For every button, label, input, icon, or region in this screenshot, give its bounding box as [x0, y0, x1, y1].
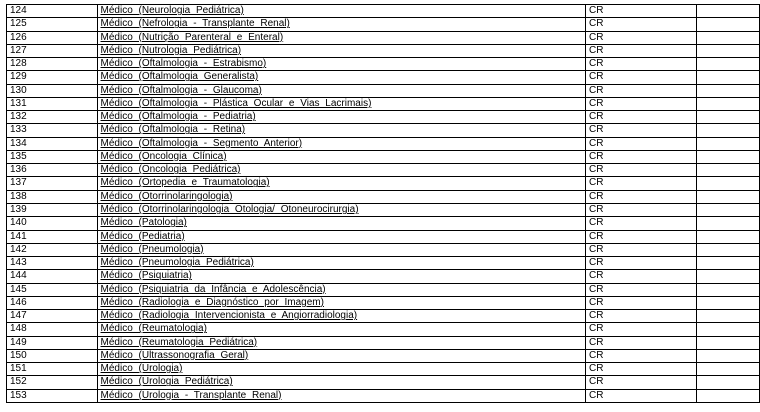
row-number-cell [7, 84, 98, 97]
position-description-text: Médico (Pneumologia) [100, 243, 204, 255]
requirement-cell [586, 389, 697, 402]
position-description-text: Médico (Psiquiatria da Infância e Adolescência) [100, 283, 326, 295]
row-number-cell [7, 31, 98, 44]
requirement-cell [586, 18, 697, 31]
requirement-text: CR [589, 111, 604, 123]
requirement-text: CR [589, 270, 604, 282]
row-number-cell [7, 349, 98, 362]
table-row [7, 349, 760, 362]
position-description-cell [97, 111, 586, 124]
position-description-cell [97, 363, 586, 376]
position-description-cell [97, 84, 586, 97]
position-description-text: Médico (Urologia) [100, 363, 183, 375]
row-number-cell [7, 217, 98, 230]
requirement-cell [586, 31, 697, 44]
position-description-cell [97, 310, 586, 323]
position-description-cell [97, 257, 586, 270]
empty-cell [697, 217, 760, 230]
table-row [7, 58, 760, 71]
row-number-cell [7, 230, 98, 243]
requirement-cell [586, 150, 697, 163]
row-number-cell [7, 323, 98, 336]
position-description-text: Médico (Patologia) [100, 217, 187, 229]
row-number-text: 153 [10, 389, 27, 401]
empty-cell [697, 97, 760, 110]
position-description-cell [97, 389, 586, 402]
row-number-text: 150 [10, 349, 27, 361]
requirement-text: CR [589, 230, 604, 242]
empty-cell [697, 363, 760, 376]
table-row [7, 283, 760, 296]
requirement-text: CR [589, 84, 604, 96]
empty-cell [697, 137, 760, 150]
position-description-text: Médico (Oftalmologia - Plástica Ocular e Vias Lacrimais) [100, 97, 372, 109]
empty-cell [697, 257, 760, 270]
row-number-cell [7, 18, 98, 31]
position-description-cell [97, 71, 586, 84]
requirement-cell [586, 363, 697, 376]
requirement-cell [586, 323, 697, 336]
empty-cell [697, 164, 760, 177]
row-number-cell [7, 203, 98, 216]
requirement-text: CR [589, 243, 604, 255]
requirement-cell [586, 164, 697, 177]
row-number-cell [7, 58, 98, 71]
row-number-cell [7, 257, 98, 270]
requirement-text: CR [589, 190, 604, 202]
position-description-text: Médico (Oftalmologia - Segmento Anterior) [100, 137, 303, 149]
position-description-text: Médico (Oncologia Pediátrica) [100, 164, 241, 176]
requirement-cell [586, 58, 697, 71]
position-description-text: Médico (Reumatologia) [100, 323, 207, 335]
row-number-cell [7, 376, 98, 389]
table-row [7, 310, 760, 323]
row-number-text: 125 [10, 18, 27, 30]
row-number-text: 126 [10, 31, 27, 43]
position-description-text: Médico (Oncologia Clínica) [100, 150, 227, 162]
empty-cell [697, 150, 760, 163]
requirement-cell [586, 44, 697, 57]
position-description-text: Médico (Nutrição Parenteral e Enteral) [100, 31, 284, 43]
requirement-cell [586, 5, 697, 18]
requirement-text: CR [589, 177, 604, 189]
requirement-text: CR [589, 5, 604, 16]
position-description-text: Médico (Radiologia e Diagnóstico por Imagem) [100, 296, 324, 308]
positions-table-body [7, 5, 760, 403]
row-number-text: 149 [10, 336, 27, 348]
requirement-cell [586, 296, 697, 309]
position-description-cell [97, 164, 586, 177]
table-row [7, 18, 760, 31]
requirement-cell [586, 124, 697, 137]
requirement-text: CR [589, 296, 604, 308]
empty-cell [697, 336, 760, 349]
requirement-text: CR [589, 217, 604, 229]
requirement-text: CR [589, 349, 604, 361]
row-number-text: 128 [10, 58, 27, 70]
row-number-text: 132 [10, 111, 27, 123]
row-number-text: 146 [10, 296, 27, 308]
position-description-cell [97, 58, 586, 71]
row-number-text: 135 [10, 150, 27, 162]
row-number-cell [7, 44, 98, 57]
row-number-cell [7, 124, 98, 137]
row-number-text: 129 [10, 71, 27, 83]
requirement-text: CR [589, 164, 604, 176]
row-number-text: 141 [10, 230, 27, 242]
row-number-text: 139 [10, 203, 27, 215]
requirement-cell [586, 217, 697, 230]
row-number-cell [7, 111, 98, 124]
table-row [7, 137, 760, 150]
row-number-cell [7, 310, 98, 323]
position-description-cell [97, 190, 586, 203]
table-row [7, 296, 760, 309]
requirement-cell [586, 97, 697, 110]
table-row [7, 217, 760, 230]
empty-cell [697, 5, 760, 18]
table-row [7, 376, 760, 389]
position-description-cell [97, 18, 586, 31]
row-number-cell [7, 389, 98, 402]
position-description-cell [97, 203, 586, 216]
requirement-cell [586, 84, 697, 97]
requirement-cell [586, 177, 697, 190]
table-row [7, 190, 760, 203]
position-description-text: Médico (Pneumologia Pediátrica) [100, 257, 254, 269]
position-description-text: Médico (Neurologia Pediátrica) [100, 5, 244, 16]
position-description-text: Médico (Otorrinolaringologia Otologia/ Otoneurocirurgia) [100, 203, 359, 215]
row-number-text: 148 [10, 323, 27, 335]
requirement-text: CR [589, 283, 604, 295]
empty-cell [697, 283, 760, 296]
empty-cell [697, 270, 760, 283]
row-number-cell [7, 363, 98, 376]
position-description-text: Médico (Ortopedia e Traumatologia) [100, 177, 270, 189]
position-description-cell [97, 31, 586, 44]
position-description-cell [97, 243, 586, 256]
table-row [7, 84, 760, 97]
position-description-text: Médico (Psiquiatria) [100, 270, 192, 282]
empty-cell [697, 71, 760, 84]
position-description-cell [97, 270, 586, 283]
table-row [7, 203, 760, 216]
table-row [7, 389, 760, 402]
position-description-cell [97, 336, 586, 349]
position-description-cell [97, 137, 586, 150]
position-description-text: Médico (Oftalmologia - Glaucoma) [100, 84, 262, 96]
table-row [7, 5, 760, 18]
table-row [7, 230, 760, 243]
row-number-text: 142 [10, 243, 27, 255]
table-row [7, 336, 760, 349]
position-description-cell [97, 5, 586, 18]
position-description-text: Médico (Reumatologia Pediátrica) [100, 336, 258, 348]
empty-cell [697, 376, 760, 389]
row-number-cell [7, 164, 98, 177]
position-description-cell [97, 177, 586, 190]
requirement-text: CR [589, 97, 604, 109]
row-number-text: 130 [10, 84, 27, 96]
row-number-cell [7, 190, 98, 203]
requirement-text: CR [589, 389, 604, 401]
empty-cell [697, 58, 760, 71]
empty-cell [697, 44, 760, 57]
table-row [7, 270, 760, 283]
row-number-cell [7, 97, 98, 110]
requirement-cell [586, 190, 697, 203]
requirement-cell [586, 283, 697, 296]
table-row [7, 31, 760, 44]
table-row [7, 243, 760, 256]
row-number-text: 145 [10, 283, 27, 295]
row-number-cell [7, 71, 98, 84]
empty-cell [697, 310, 760, 323]
requirement-text: CR [589, 58, 604, 70]
row-number-text: 152 [10, 376, 27, 388]
table-row [7, 150, 760, 163]
empty-cell [697, 190, 760, 203]
row-number-text: 151 [10, 363, 27, 375]
position-description-text: Médico (Urologia - Transplante Renal) [100, 389, 282, 401]
position-description-cell [97, 230, 586, 243]
row-number-text: 127 [10, 44, 27, 56]
empty-cell [697, 323, 760, 336]
table-row [7, 363, 760, 376]
position-description-cell [97, 376, 586, 389]
position-description-cell [97, 150, 586, 163]
requirement-cell [586, 257, 697, 270]
table-row [7, 164, 760, 177]
row-number-text: 140 [10, 217, 27, 229]
row-number-cell [7, 296, 98, 309]
row-number-text: 136 [10, 164, 27, 176]
position-description-cell [97, 349, 586, 362]
empty-cell [697, 111, 760, 124]
requirement-text: CR [589, 31, 604, 43]
requirement-text: CR [589, 150, 604, 162]
empty-cell [697, 203, 760, 216]
empty-cell [697, 230, 760, 243]
row-number-cell [7, 137, 98, 150]
row-number-cell [7, 243, 98, 256]
table-row [7, 257, 760, 270]
position-description-text: Médico (Ultrassonografia Geral) [100, 349, 249, 361]
position-description-cell [97, 323, 586, 336]
position-description-text: Médico (Oftalmologia Generalista) [100, 71, 259, 83]
requirement-cell [586, 71, 697, 84]
row-number-cell [7, 336, 98, 349]
row-number-text: 147 [10, 310, 27, 322]
positions-table [6, 4, 760, 403]
position-description-text: Médico (Radiologia Intervencionista e Angiorradiologia) [100, 310, 358, 322]
row-number-text: 124 [10, 5, 27, 16]
row-number-text: 133 [10, 124, 27, 136]
row-number-text: 143 [10, 257, 27, 269]
requirement-cell [586, 111, 697, 124]
requirement-text: CR [589, 203, 604, 215]
requirement-cell [586, 203, 697, 216]
row-number-cell [7, 283, 98, 296]
position-description-cell [97, 296, 586, 309]
empty-cell [697, 389, 760, 402]
empty-cell [697, 296, 760, 309]
requirement-cell [586, 310, 697, 323]
row-number-text: 131 [10, 97, 27, 109]
requirement-cell [586, 376, 697, 389]
row-number-cell [7, 177, 98, 190]
position-description-text: Médico (Oftalmologia - Estrabismo) [100, 58, 267, 70]
empty-cell [697, 31, 760, 44]
table-row [7, 177, 760, 190]
position-description-cell [97, 97, 586, 110]
table-row [7, 71, 760, 84]
position-description-text: Médico (Otorrinolaringologia) [100, 190, 233, 202]
requirement-text: CR [589, 137, 604, 149]
requirement-text: CR [589, 336, 604, 348]
requirement-text: CR [589, 257, 604, 269]
requirement-text: CR [589, 323, 604, 335]
position-description-text: Médico (Pediatria) [100, 230, 185, 242]
position-description-text: Médico (Oftalmologia - Retina) [100, 124, 246, 136]
requirement-cell [586, 243, 697, 256]
row-number-text: 134 [10, 137, 27, 149]
requirement-text: CR [589, 376, 604, 388]
empty-cell [697, 84, 760, 97]
table-row [7, 124, 760, 137]
position-description-cell [97, 44, 586, 57]
empty-cell [697, 124, 760, 137]
position-description-text: Médico (Urologia Pediátrica) [100, 376, 233, 388]
requirement-text: CR [589, 18, 604, 30]
table-row [7, 44, 760, 57]
row-number-text: 138 [10, 190, 27, 202]
position-description-text: Médico (Oftalmologia - Pediatria) [100, 111, 256, 123]
requirement-cell [586, 349, 697, 362]
requirement-cell [586, 137, 697, 150]
row-number-text: 144 [10, 270, 27, 282]
empty-cell [697, 349, 760, 362]
position-description-cell [97, 283, 586, 296]
requirement-text: CR [589, 71, 604, 83]
row-number-cell [7, 5, 98, 18]
requirement-text: CR [589, 124, 604, 136]
requirement-cell [586, 270, 697, 283]
table-row [7, 97, 760, 110]
requirement-text: CR [589, 310, 604, 322]
table-row [7, 323, 760, 336]
table-row [7, 111, 760, 124]
requirement-text: CR [589, 44, 604, 56]
row-number-cell [7, 150, 98, 163]
empty-cell [697, 243, 760, 256]
row-number-text: 137 [10, 177, 27, 189]
requirement-text: CR [589, 363, 604, 375]
row-number-cell [7, 270, 98, 283]
requirement-cell [586, 336, 697, 349]
position-description-text: Médico (Nutrologia Pediátrica) [100, 44, 242, 56]
requirement-cell [586, 230, 697, 243]
position-description-text: Médico (Nefrologia - Transplante Renal) [100, 18, 290, 30]
position-description-cell [97, 217, 586, 230]
empty-cell [697, 177, 760, 190]
position-description-cell [97, 124, 586, 137]
empty-cell [697, 18, 760, 31]
